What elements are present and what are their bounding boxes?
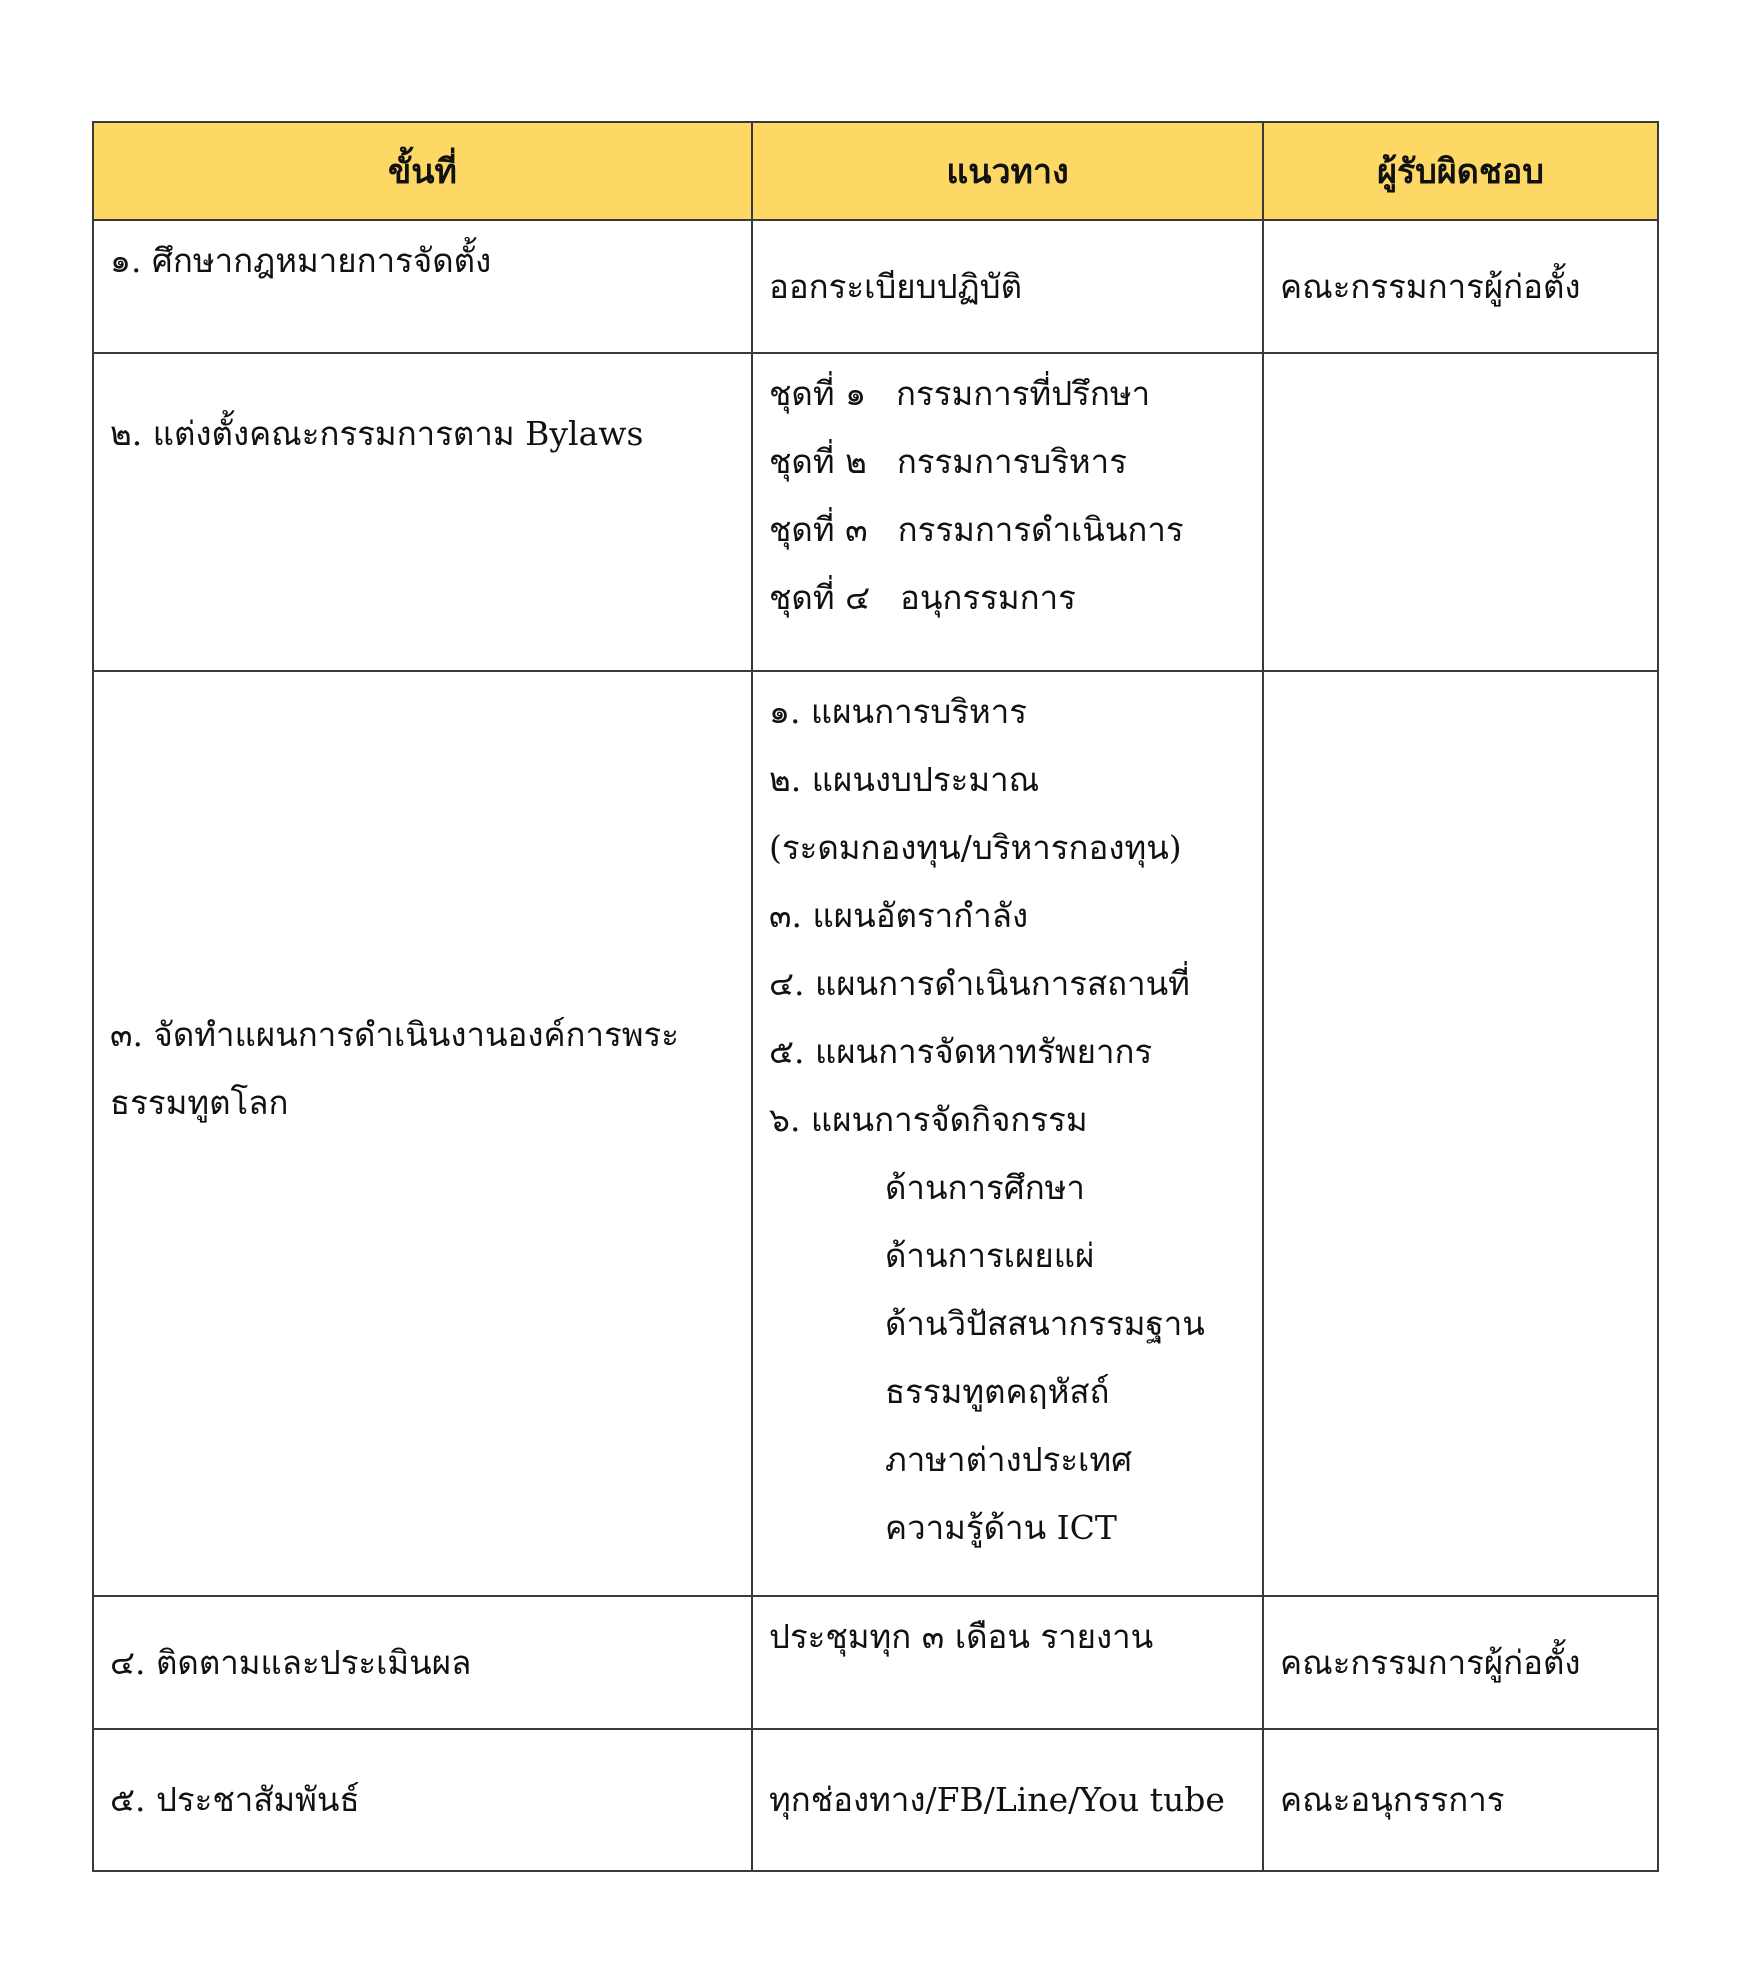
approach-line: ทุกช่องทาง/FB/Line/You tube	[769, 1780, 1225, 1819]
plan-line: ๒. แผนงบประมาณ	[769, 760, 1040, 799]
table-row	[93, 1729, 1658, 1871]
table-header-row	[93, 122, 1658, 220]
approach-cell	[752, 220, 1263, 353]
step-text: ๕. ประชาสัมพันธ์	[110, 1780, 360, 1819]
approach-line: ประชุมทุก ๓ เดือน รายงาน	[769, 1617, 1154, 1656]
responsible-cell	[1263, 671, 1658, 1596]
activity-line: ด้านวิปัสสนากรรมฐาน	[885, 1304, 1205, 1343]
step-cell	[93, 1729, 752, 1871]
approach-line: ออกระเบียบปฏิบัติ	[769, 266, 1023, 306]
table-row	[93, 1596, 1658, 1729]
plan-line: ๔. แผนการดำเนินการสถานที่	[769, 964, 1190, 1003]
approach-cell	[752, 1596, 1263, 1729]
approach-cell	[752, 671, 1263, 1596]
plan-line: ๖. แผนการจัดกิจกรรม	[769, 1100, 1088, 1139]
committee-set-line	[769, 360, 1246, 428]
header-responsible: ผู้รับผิดชอบ	[1263, 122, 1658, 220]
steps-table	[92, 121, 1659, 1872]
activity-line: ด้านการเผยแผ่	[885, 1236, 1095, 1275]
step-cell	[93, 671, 752, 1596]
table-row	[93, 671, 1658, 1596]
plan-line: ๑. แผนการบริหาร	[769, 692, 1028, 731]
committee-name: กรรมการที่ปรึกษา	[896, 374, 1151, 413]
activity-line: ด้านการศึกษา	[885, 1168, 1085, 1207]
committee-set-label: ชุดที่ ๑	[769, 374, 867, 413]
step-cell	[93, 220, 752, 353]
committee-name: กรรมการบริหาร	[896, 442, 1127, 481]
table-row	[93, 220, 1658, 353]
step-cell	[93, 1596, 752, 1729]
committee-set-label: ชุดที่ ๓	[769, 510, 868, 549]
responsible-cell: คณะกรรมการผู้ก่อตั้ง	[1263, 220, 1658, 353]
header-approach: แนวทาง	[752, 122, 1263, 220]
approach-cell	[752, 1729, 1263, 1871]
committee-name: กรรมการดำเนินการ	[897, 510, 1184, 549]
committee-set-line	[769, 496, 1246, 564]
step-text: ๒. แต่งตั้งคณะกรรมการตาม Bylaws	[110, 414, 644, 453]
committee-set-line	[769, 564, 1246, 632]
header-step: ขั้นที่	[93, 122, 752, 220]
activity-line: ความรู้ด้าน ICT	[885, 1508, 1117, 1547]
plan-line: ๓. แผนอัตรากำลัง	[769, 896, 1029, 935]
responsible-cell	[1263, 353, 1658, 671]
activity-line: ธรรมทูตคฤหัสถ์	[885, 1372, 1110, 1411]
committee-set-label: ชุดที่ ๒	[769, 442, 867, 481]
plan-line: ๕. แผนการจัดหาทรัพยากร	[769, 1032, 1153, 1071]
plan-line: (ระดมกองทุน/บริหารกองทุน)	[769, 828, 1182, 867]
responsible-cell: คณะกรรมการผู้ก่อตั้ง	[1263, 1596, 1658, 1729]
committee-set-label: ชุดที่ ๔	[769, 578, 871, 617]
committee-name: อนุกรรมการ	[900, 578, 1076, 617]
step-cell	[93, 353, 752, 671]
step-text: ๓. จัดทำแผนการดำเนินงานองค์การพระธรรมทูตโลก	[110, 1014, 679, 1122]
responsible-cell: คณะอนุกรรการ	[1263, 1729, 1658, 1871]
activity-line: ภาษาต่างประเทศ	[885, 1440, 1133, 1479]
step-text: ๑. ศึกษากฎหมายการจัดตั้ง	[110, 241, 492, 280]
approach-cell	[752, 353, 1263, 671]
table-row	[93, 353, 1658, 671]
committee-set-line	[769, 428, 1246, 496]
step-text: ๔. ติดตามและประเมินผล	[110, 1642, 472, 1682]
